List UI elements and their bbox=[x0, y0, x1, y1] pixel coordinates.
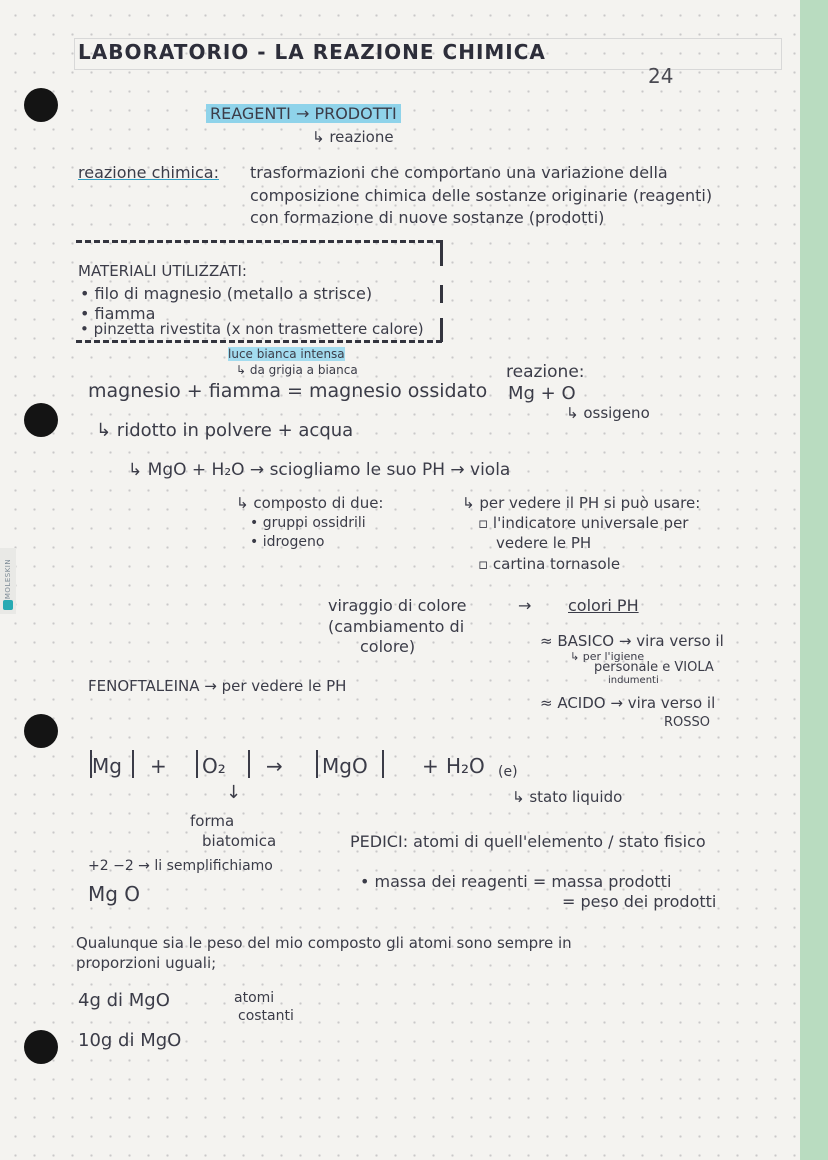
eq-state: (e) bbox=[498, 764, 518, 780]
page-title: LABORATORIO - LA REAZIONE CHIMICA bbox=[78, 40, 546, 64]
ph-usage-line: ▫ cartina tornasole bbox=[478, 555, 621, 573]
luce-note: ↳ da grigia a bianca bbox=[236, 363, 358, 377]
reagenti-prodotti: REAGENTI → PRODOTTI bbox=[206, 104, 401, 123]
mgo-line: ↳ MgO + H₂O → sciogliamo le suo PH → viola bbox=[128, 460, 511, 480]
brand-label: MOLESKIN bbox=[4, 558, 12, 600]
reazione-formula: Mg + O bbox=[508, 383, 576, 404]
binder-hole bbox=[24, 403, 58, 437]
acido-line: ROSSO bbox=[664, 715, 711, 730]
oxidation-formula: Mg O bbox=[88, 882, 141, 906]
box-edge bbox=[440, 285, 443, 303]
ph-usage-line: ▫ l'indicatore universale per bbox=[478, 514, 689, 532]
composto-item: • gruppi ossidrili bbox=[250, 515, 366, 531]
reazione-note: ↳ reazione bbox=[312, 128, 394, 146]
luce-note: luce bianca intensa bbox=[228, 347, 345, 361]
materiali-item: • fiamma bbox=[80, 304, 156, 323]
qualunque-line: proporzioni uguali; bbox=[76, 954, 217, 972]
ridotto-line: ↳ ridotto in polvere + acqua bbox=[96, 420, 354, 441]
basico-line: ↳ per l'igiene bbox=[570, 650, 645, 663]
materiali-item: • pinzetta rivestita (x non trasmettere calore) bbox=[80, 320, 424, 338]
massa-line: = peso dei prodotti bbox=[562, 892, 717, 911]
page-edge-strip bbox=[800, 0, 828, 1160]
fenoftaleina-line: FENOFTALEINA → per vedere le PH bbox=[88, 677, 347, 695]
basico-line: personale e VIOLA bbox=[594, 660, 714, 675]
viraggio-arrow: → bbox=[518, 596, 532, 615]
forma-label: biatomica bbox=[202, 832, 277, 850]
basico-line: indumenti bbox=[608, 675, 659, 686]
stato-liquido: ↳ stato liquido bbox=[512, 788, 623, 806]
eq-mg-box bbox=[90, 750, 134, 778]
dashed-border-bottom bbox=[76, 340, 442, 343]
composto-item: • idrogeno bbox=[250, 534, 325, 550]
eq-mgo: MgO bbox=[322, 754, 368, 778]
eq-o2-box bbox=[196, 750, 250, 778]
box-edge bbox=[440, 240, 443, 266]
forma-arrow: ↓ bbox=[226, 782, 242, 803]
eq-arrow: → bbox=[266, 754, 283, 778]
viraggio-line: colore) bbox=[360, 637, 416, 656]
page-number: 24 bbox=[648, 64, 674, 88]
definition-line: composizione chimica delle sostanze originarie (reagenti) bbox=[250, 186, 713, 205]
definition-term: reazione chimica: bbox=[78, 163, 219, 182]
equation-magnesio: magnesio + fiamma = magnesio ossidato bbox=[88, 380, 488, 402]
definition-line: con formazione di nuove sostanze (prodotti) bbox=[250, 208, 605, 227]
reazione-label: reazione: bbox=[506, 362, 585, 382]
eq-mgo-box bbox=[316, 750, 384, 778]
ossigeno-note: ↳ ossigeno bbox=[566, 404, 650, 422]
eq-mg: Mg bbox=[92, 754, 122, 778]
basico-line: ≈ BASICO → vira verso il bbox=[540, 632, 724, 650]
qualunque-line: Qualunque sia le peso del mio composto gli atomi sono sempre in bbox=[76, 934, 572, 952]
eq-plus: + bbox=[422, 754, 439, 778]
eq-plus: + bbox=[150, 754, 167, 778]
massa-line: • massa dei reagenti = massa prodotti bbox=[360, 872, 672, 891]
dashed-border-top bbox=[76, 240, 442, 243]
eq-h2o: H₂O bbox=[446, 754, 485, 778]
example-note: atomi bbox=[234, 990, 275, 1006]
definition-line: trasformazioni che comportano una variazione della bbox=[250, 163, 668, 182]
composto-note: ↳ composto di due: bbox=[236, 494, 384, 512]
brand-logo-icon bbox=[3, 600, 13, 610]
binder-hole bbox=[24, 1030, 58, 1064]
viraggio-line: viraggio di colore bbox=[328, 596, 467, 615]
binder-hole bbox=[24, 88, 58, 122]
box-edge bbox=[440, 318, 443, 342]
pedici-line: PEDICI: atomi di quell'elemento / stato fisico bbox=[350, 832, 706, 851]
acido-line: ≈ ACIDO → vira verso il bbox=[540, 694, 716, 712]
materiali-title: MATERIALI UTILIZZATI: bbox=[78, 262, 247, 280]
ph-usage-line: vedere le PH bbox=[496, 534, 592, 552]
eq-o2: O₂ bbox=[202, 754, 226, 778]
binder-hole bbox=[24, 714, 58, 748]
example-line: 10g di MgO bbox=[78, 1030, 182, 1051]
example-line: 4g di MgO bbox=[78, 990, 170, 1011]
colori-ph: colori PH bbox=[568, 596, 639, 615]
example-note: costanti bbox=[238, 1008, 294, 1024]
ph-usage-line: ↳ per vedere il PH si può usare: bbox=[462, 494, 701, 512]
materiali-item: • filo di magnesio (metallo a strisce) bbox=[80, 284, 373, 303]
oxidation-line: +2 −2 → li semplifichiamo bbox=[88, 858, 273, 874]
viraggio-line: (cambiamento di bbox=[328, 617, 465, 636]
forma-label: forma bbox=[190, 812, 235, 830]
